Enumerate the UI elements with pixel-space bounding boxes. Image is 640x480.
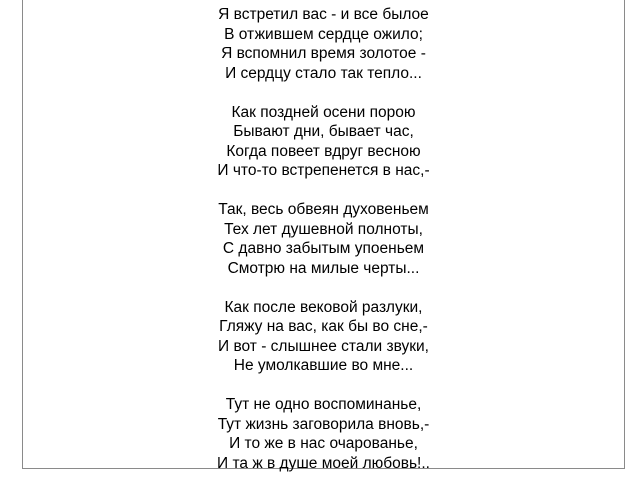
poem-line: Я вспомнил время золотое - — [221, 45, 426, 62]
poem-line: Как после вековой разлуки, — [224, 298, 423, 316]
poem-line: Так, весь обвеян духовеньем — [218, 201, 429, 218]
poem-line: Я встретил вас - и все былое — [218, 6, 429, 23]
stanza-3 — [22, 200, 625, 278]
poem-line: И что-то встрепенется в нас,- — [217, 162, 430, 179]
poem-line: Как поздней осени порою — [231, 103, 416, 121]
poem-line: Не умолкавшие во мне... — [233, 357, 414, 374]
poem-text — [22, 5, 625, 473]
poem-line: И сердцу стало так тепло... — [225, 64, 422, 82]
stanza-5 — [22, 395, 625, 473]
poem-line: Тех лет душевной полноты, — [224, 220, 423, 238]
stanza-4 — [22, 298, 625, 376]
poem-line: Тут не одно воспоминанье, — [225, 396, 422, 413]
poem-line: И вот - слышнее стали звуки, — [218, 337, 429, 355]
poem-line: И та ж в душе моей любовь!.. — [217, 454, 430, 472]
poem-line: Когда повеет вдруг весною — [226, 142, 421, 160]
stanza-1 — [22, 5, 625, 83]
poem-line: Тут жизнь заговорила вновь,- — [217, 415, 430, 433]
poem-line: Смотрю на милые черты... — [227, 259, 420, 277]
stanza-2 — [22, 103, 625, 181]
poem-line: С давно забытым упоеньем — [222, 240, 425, 257]
poem-line: Бывают дни, бывает час, — [233, 123, 414, 140]
poem-line: И то же в нас очарованье, — [229, 435, 418, 452]
poem-line: В отжившем сердце ожило; — [224, 25, 423, 43]
poem-line: Гляжу на вас, как бы во сне,- — [219, 318, 428, 335]
